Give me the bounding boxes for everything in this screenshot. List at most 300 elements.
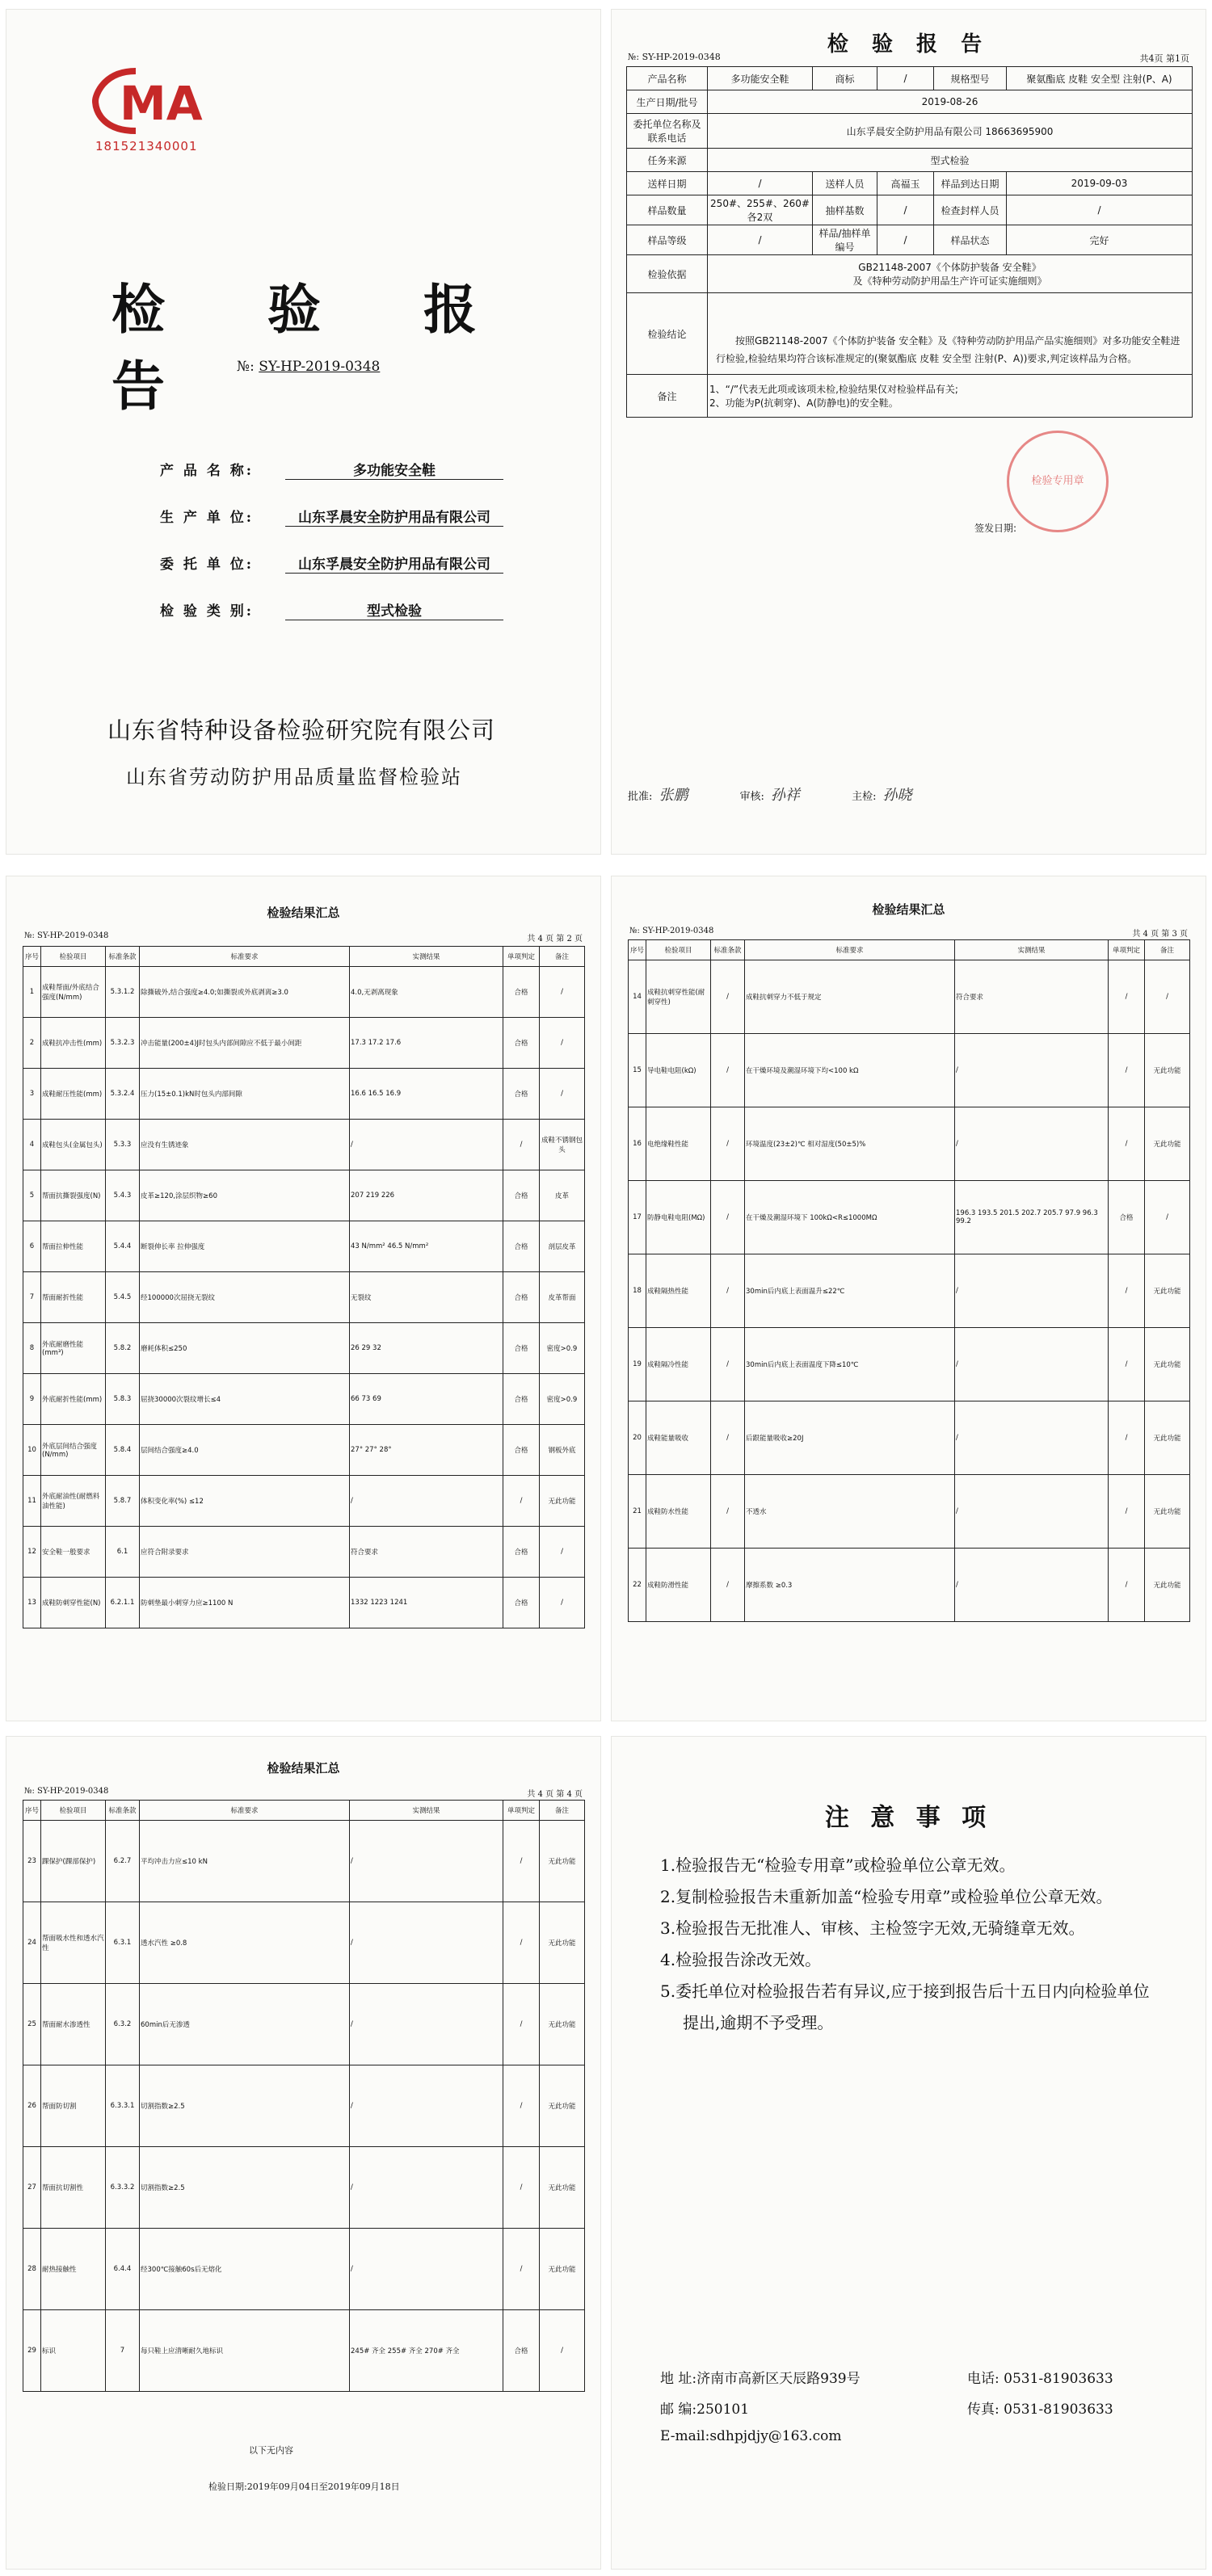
cell: 商标 <box>813 67 877 90</box>
cell-j: / <box>1109 1401 1145 1475</box>
cell-req: 切割指数≥2.5 <box>140 2065 350 2147</box>
cell-item: 帮面抗撕裂强度(N) <box>41 1170 106 1221</box>
table-row <box>627 90 1193 114</box>
email: E-mail:sdhpjdjy@163.com <box>660 2428 842 2444</box>
cell: 检验结论 <box>627 293 708 375</box>
field-label: 产 品 名 称: <box>160 463 255 479</box>
cell: 样品状态 <box>934 225 1007 255</box>
cell-clause: / <box>711 1475 745 1549</box>
table-row <box>23 1374 585 1425</box>
approve-signature: 张鹏 <box>659 787 688 804</box>
cell-clause: / <box>711 1401 745 1475</box>
cell-res: / <box>350 1821 503 1902</box>
field-value: 型式检验 <box>285 599 503 620</box>
table-row <box>627 67 1193 90</box>
cell: 备注 <box>627 375 708 418</box>
cell-j: / <box>503 1821 540 1902</box>
cell-req: 除撕破外,结合强度≥4.0;如撕裂或外底剥离≥3.0 <box>140 967 350 1018</box>
cover-no-value: SY-HP-2019-0348 <box>259 359 381 375</box>
cell: 产品名称 <box>627 67 708 90</box>
cell-r: 无此功能 <box>540 1476 585 1527</box>
summary-title: 检验结果汇总 <box>872 902 945 917</box>
cell-clause: / <box>711 1034 745 1107</box>
column-header: 序号 <box>23 947 41 967</box>
column-header: 备注 <box>540 947 585 967</box>
cell: 送样日期 <box>627 172 708 195</box>
cell-r: / <box>540 967 585 1018</box>
summary-table-3 <box>628 939 1190 1622</box>
cma-letters: MA <box>120 76 203 131</box>
org-name-1: 山东省特种设备检验研究院有限公司 <box>107 716 496 744</box>
table-row <box>629 960 1190 1034</box>
cell-res: / <box>955 1475 1109 1549</box>
org-name-2: 山东省劳动防护用品质量监督检验站 <box>126 766 462 788</box>
page2-pagination: 共 4 页 第 2 页 <box>527 935 583 943</box>
cell: 样品到达日期 <box>934 172 1007 195</box>
table-row <box>627 255 1193 293</box>
cell-r: 无此功能 <box>1145 1254 1190 1328</box>
table-row <box>23 1018 585 1069</box>
cell-j: 合格 <box>503 1578 540 1628</box>
cell-res: / <box>350 1476 503 1527</box>
cover-title: 检 验 报 告 <box>112 278 519 418</box>
cell-req: 后跟能量吸收≥20J <box>745 1401 955 1475</box>
cell-item: 成鞋隔热性能 <box>646 1254 711 1328</box>
cell: / <box>877 195 934 225</box>
cell-req: 在干燥及潮湿环境下 100kΩ<R≤1000MΩ <box>745 1181 955 1254</box>
cell-n: 18 <box>629 1254 646 1328</box>
cell <box>708 375 1193 418</box>
cell-req: 平均冲击力应≤10 kN <box>140 1821 350 1902</box>
approve-label: 批准: <box>628 791 653 803</box>
cell-n: 28 <box>23 2229 41 2310</box>
cover-report-number <box>237 359 380 375</box>
page3-number: №: SY-HP-2019-0348 <box>629 927 714 935</box>
cell-n: 15 <box>629 1034 646 1107</box>
cell-res: / <box>350 2065 503 2147</box>
cell-j: 合格 <box>503 967 540 1018</box>
table-row <box>23 1578 585 1628</box>
cell-n: 17 <box>629 1181 646 1254</box>
inspection-stamp <box>1007 431 1109 532</box>
cell-req: 不透水 <box>745 1475 955 1549</box>
cell-j: / <box>1109 1034 1145 1107</box>
cell-j: 合格 <box>503 1221 540 1272</box>
main-label: 主检: <box>852 791 877 803</box>
cell-j: / <box>503 1476 540 1527</box>
cell-req: 应没有生锈迹象 <box>140 1120 350 1170</box>
signature-row <box>628 784 960 805</box>
cell-clause: 5.4.3 <box>106 1170 140 1221</box>
cell-clause: 6.4.4 <box>106 2229 140 2310</box>
cell-item: 成鞋防水性能 <box>646 1475 711 1549</box>
cell-j: 合格 <box>503 1323 540 1374</box>
list-item: 2.复制检验报告未重新加盖“检验专用章”或检验单位公章无效。 <box>660 1887 1113 1906</box>
field-value: 山东孚晨安全防护用品有限公司 <box>285 553 503 574</box>
column-header: 标准要求 <box>745 940 955 960</box>
cell: 委托单位名称及联系电话 <box>627 114 708 149</box>
report-page-4 <box>6 1737 600 2569</box>
cell-j: / <box>1109 1328 1145 1401</box>
cell-n: 8 <box>23 1323 41 1374</box>
cell-res: / <box>350 1984 503 2065</box>
cell-clause: 6.3.3.1 <box>106 2065 140 2147</box>
cover-field-type <box>160 599 503 620</box>
list-item: 5.委托单位对检验报告若有异议,应于接到报告后十五日内向检验单位提出,逾期不予受理。 <box>660 1981 1150 2032</box>
cell-res: / <box>350 2147 503 2229</box>
cell: 生产日期/批号 <box>627 90 708 114</box>
cell-item: 成鞋抗刺穿性能(耐刺穿性) <box>646 960 711 1034</box>
cell-item: 成鞋帮面/外底结合强度(N/mm) <box>41 967 106 1018</box>
table-row <box>23 1272 585 1323</box>
cell-res: 245# 齐全 255# 齐全 270# 齐全 <box>350 2310 503 2392</box>
cell-j: / <box>503 1902 540 1984</box>
page3-pagination: 共 4 页 第 3 页 <box>1132 930 1188 939</box>
cell-r: 皮革帮面 <box>540 1272 585 1323</box>
cell-res: 207 219 226 <box>350 1170 503 1221</box>
end-of-content: 以下无内容 <box>249 2445 293 2456</box>
cell-n: 24 <box>23 1902 41 1984</box>
cma-logo <box>87 63 249 139</box>
field-value: 多功能安全鞋 <box>285 459 503 480</box>
cell-r: 无此功能 <box>1145 1549 1190 1622</box>
cell-res: 无裂纹 <box>350 1272 503 1323</box>
cell: 送样人员 <box>813 172 877 195</box>
page1-number: №: SY-HP-2019-0348 <box>628 52 721 62</box>
cell-item: 成鞋抗冲击性(mm) <box>41 1018 106 1069</box>
cell-item: 帮面抗切割性 <box>41 2147 106 2229</box>
table-row <box>23 1120 585 1170</box>
cell-item: 外底耐磨性能(mm³) <box>41 1323 106 1374</box>
column-header: 检验项目 <box>646 940 711 960</box>
cell-clause: 6.3.2 <box>106 1984 140 2065</box>
cover-field-client <box>160 553 503 574</box>
conclusion-text: 按照GB21148-2007《个体防护装备 安全鞋》及《特种劳动防护用品产品实施细则》对多功能安全鞋进行检验,检验结果均符合该标准规定的(聚氨酯底 皮鞋 安全型 注射(P、A))要求,判定该样品为合格。 <box>716 335 1180 364</box>
cell-r: 无此功能 <box>540 2229 585 2310</box>
field-label: 生 产 单 位: <box>160 510 255 526</box>
review-label: 审核: <box>739 791 764 803</box>
column-header: 备注 <box>540 1801 585 1821</box>
stamp-text: 检验专用章 <box>1031 475 1084 487</box>
cell-item: 成鞋防刺穿性能(N) <box>41 1578 106 1628</box>
cell-req: 防刺垫最小刺穿力应≥1100 N <box>140 1578 350 1628</box>
cell: 抽样基数 <box>813 195 877 225</box>
report-page-3 <box>612 876 1206 1721</box>
cell-req: 在干燥环境及潮湿环境下均<100 kΩ <box>745 1034 955 1107</box>
cell-res: 16.6 16.5 16.9 <box>350 1069 503 1120</box>
cell-n: 4 <box>23 1120 41 1170</box>
cell: 规格型号 <box>934 67 1007 90</box>
cell-clause: / <box>711 1181 745 1254</box>
remark-line-2: 2、功能为P(抗刺穿)、A(防静电)的安全鞋。 <box>709 397 898 409</box>
cell-req: 冲击能量(200±4)J时包头内部间隙应不低于最小间距 <box>140 1018 350 1069</box>
cell-res: / <box>955 1401 1109 1475</box>
cell-r: 密度>0.9 <box>540 1323 585 1374</box>
field-label: 委 托 单 位: <box>160 557 255 573</box>
table-row <box>627 375 1193 418</box>
cell: 任务来源 <box>627 149 708 172</box>
cell-item: 外底层间结合强度(N/mm) <box>41 1425 106 1476</box>
table-row <box>23 1170 585 1221</box>
summary-title: 检验结果汇总 <box>267 906 340 920</box>
column-header: 标准要求 <box>140 947 350 967</box>
cell-req: 成鞋抗刺穿力不低于规定 <box>745 960 955 1034</box>
cell-res: 1332 1223 1241 <box>350 1578 503 1628</box>
cell-r: 剖层皮革 <box>540 1221 585 1272</box>
telephone: 电话: 0531-81903633 <box>967 2371 1113 2387</box>
column-header: 单项判定 <box>503 1801 540 1821</box>
cell-j: 合格 <box>503 1272 540 1323</box>
cell-j: / <box>1109 1549 1145 1622</box>
cell-res: 符合要求 <box>955 960 1109 1034</box>
cell-n: 27 <box>23 2147 41 2229</box>
cell-n: 23 <box>23 1821 41 1902</box>
cell-r: 无此功能 <box>540 1821 585 1902</box>
review-signature: 孙祥 <box>770 787 800 804</box>
cell-r: 无此功能 <box>540 2065 585 2147</box>
column-header: 标准条款 <box>106 1801 140 1821</box>
cell-j: / <box>503 1120 540 1170</box>
cell-item: 帮面防切割 <box>41 2065 106 2147</box>
cell-item: 帮面吸水性和透水汽性 <box>41 1902 106 1984</box>
cell-res: 196.3 193.5 201.5 202.7 205.7 97.9 96.3 99.2 <box>955 1181 1109 1254</box>
cell-req: 经300℃接触60s后无熔化 <box>140 2229 350 2310</box>
table-row <box>629 1181 1190 1254</box>
cell: 多功能安全鞋 <box>708 67 813 90</box>
cell-n: 20 <box>629 1401 646 1475</box>
cell-res: / <box>955 1034 1109 1107</box>
cell-req: 30min后内底上表面温度下降≤10℃ <box>745 1328 955 1401</box>
cell-j: / <box>1109 1107 1145 1181</box>
cell-j: 合格 <box>503 1170 540 1221</box>
cell-res: 43 N/mm² 46.5 N/mm² <box>350 1221 503 1272</box>
cell-r: 无此功能 <box>540 2147 585 2229</box>
cell-r: 密度>0.9 <box>540 1374 585 1425</box>
cell: 完好 <box>1007 225 1193 255</box>
column-header: 标准要求 <box>140 1801 350 1821</box>
cell-n: 25 <box>23 1984 41 2065</box>
cell-r: 无此功能 <box>1145 1034 1190 1107</box>
cell-r: / <box>1145 960 1190 1034</box>
notice-page <box>612 1737 1206 2569</box>
cell-clause: 6.3.3.2 <box>106 2147 140 2229</box>
cell-j: 合格 <box>1109 1181 1145 1254</box>
table-row <box>23 2065 585 2147</box>
cell <box>708 255 1193 293</box>
table-row <box>23 1221 585 1272</box>
table-row <box>629 1475 1190 1549</box>
table-row <box>629 1549 1190 1622</box>
cell-res: 4.0,无剥离现象 <box>350 967 503 1018</box>
column-header: 序号 <box>629 940 646 960</box>
cell: 型式检验 <box>708 149 1193 172</box>
cell-r: 无此功能 <box>1145 1328 1190 1401</box>
cell-j: 合格 <box>503 2310 540 2392</box>
cell: 山东孚晨安全防护用品有限公司 18663695900 <box>708 114 1193 149</box>
basis-line-2: 及《特种劳动防护用品生产许可证实施细则》 <box>852 275 1047 287</box>
cell-item: 电绝缘鞋性能 <box>646 1107 711 1181</box>
cell: / <box>877 67 934 90</box>
cell-j: 合格 <box>503 1069 540 1120</box>
cell: 2019-08-26 <box>708 90 1193 114</box>
page1-pagination: 共4页 第1页 <box>1139 53 1189 64</box>
column-header: 备注 <box>1145 940 1190 960</box>
page4-number: №: SY-HP-2019-0348 <box>24 1787 109 1796</box>
table-row <box>23 1425 585 1476</box>
column-header: 实测结果 <box>350 1801 503 1821</box>
cell-n: 14 <box>629 960 646 1034</box>
cell-clause: 5.8.4 <box>106 1425 140 1476</box>
cell-r: 无此功能 <box>540 1902 585 1984</box>
summary-title: 检验结果汇总 <box>267 1761 340 1775</box>
cell-clause: 5.3.2.3 <box>106 1018 140 1069</box>
table-row <box>627 293 1193 375</box>
cell-n: 12 <box>23 1527 41 1578</box>
list-item: 3.检验报告无批准人、审核、主检签字无效,无骑缝章无效。 <box>660 1918 1085 1938</box>
cell-n: 13 <box>23 1578 41 1628</box>
table-row <box>627 149 1193 172</box>
cell-req: 层间结合强度≥4.0 <box>140 1425 350 1476</box>
cell-j: / <box>503 2229 540 2310</box>
table-row <box>23 1902 585 1984</box>
table-row <box>23 1476 585 1527</box>
table-row <box>23 1069 585 1120</box>
basis-line-1: GB21148-2007《个体防护装备 安全鞋》 <box>858 262 1042 273</box>
cell-clause: 6.2.7 <box>106 1821 140 1902</box>
cell-r: / <box>540 1578 585 1628</box>
cell: 样品/抽样单编号 <box>813 225 877 255</box>
cell-clause: 5.8.7 <box>106 1476 140 1527</box>
cell-res: / <box>955 1107 1109 1181</box>
notice-list <box>660 1850 1161 2039</box>
report-info-table <box>626 66 1193 534</box>
column-header: 实测结果 <box>350 947 503 967</box>
cell: 2019-09-03 <box>1007 172 1193 195</box>
cell-j: 合格 <box>503 1527 540 1578</box>
table-row <box>23 2147 585 2229</box>
field-label: 检 验 类 别: <box>160 603 255 620</box>
cell-item: 防静电鞋电阻(MΩ) <box>646 1181 711 1254</box>
column-header: 标准条款 <box>106 947 140 967</box>
cell-n: 9 <box>23 1374 41 1425</box>
cell-r: 钢板外底 <box>540 1425 585 1476</box>
notice-title: 注 意 事 项 <box>824 1804 993 1832</box>
cell-req: 切割指数≥2.5 <box>140 2147 350 2229</box>
cell-res: / <box>955 1254 1109 1328</box>
page2-number: №: SY-HP-2019-0348 <box>24 931 109 940</box>
report-page-1 <box>612 10 1206 854</box>
cell-j: / <box>1109 1475 1145 1549</box>
cell-res: / <box>350 2229 503 2310</box>
cell-n: 1 <box>23 967 41 1018</box>
cell-clause: 7 <box>106 2310 140 2392</box>
list-item: 1.检验报告无“检验专用章”或检验单位公章无效。 <box>660 1855 1016 1875</box>
cell-clause: 5.3.2.4 <box>106 1069 140 1120</box>
table-row <box>629 1034 1190 1107</box>
cell-res: / <box>955 1549 1109 1622</box>
cell: / <box>708 172 813 195</box>
cell-item: 成鞋防滑性能 <box>646 1549 711 1622</box>
postcode: 邮 编:250101 <box>660 2402 750 2418</box>
cell-r: / <box>540 2310 585 2392</box>
cell-n: 26 <box>23 2065 41 2147</box>
cell-clause: 5.4.5 <box>106 1272 140 1323</box>
cell-clause: 6.1 <box>106 1527 140 1578</box>
main-signature: 孙晓 <box>882 787 912 804</box>
cell-r: 无此功能 <box>1145 1475 1190 1549</box>
cell-clause: 6.2.1.1 <box>106 1578 140 1628</box>
inspection-dates: 检验日期:2019年09月04日至2019年09月18日 <box>208 2481 400 2492</box>
cell-item: 外底耐折性能(mm) <box>41 1374 106 1425</box>
cell-res: / <box>350 1120 503 1170</box>
cell-item: 成鞋耐压性能(mm) <box>41 1069 106 1120</box>
cell-item: 外底耐油性(耐燃料油性能) <box>41 1476 106 1527</box>
cell-clause: / <box>711 1328 745 1401</box>
table-row <box>627 225 1193 255</box>
cell-item: 帮面拉伸性能 <box>41 1221 106 1272</box>
cell-r: 成鞋不锈钢包头 <box>540 1120 585 1170</box>
table-header-row <box>23 947 585 967</box>
table-row <box>627 195 1193 225</box>
cell-res: 17.3 17.2 17.6 <box>350 1018 503 1069</box>
cell-n: 16 <box>629 1107 646 1181</box>
cell-r: / <box>540 1018 585 1069</box>
cell-item: 成鞋能量吸收 <box>646 1401 711 1475</box>
table-row <box>23 1527 585 1578</box>
cell-req: 皮革≥120,涂层织物≥60 <box>140 1170 350 1221</box>
table-row <box>627 114 1193 149</box>
cell-res: 26 29 32 <box>350 1323 503 1374</box>
cell-clause: 5.3.3 <box>106 1120 140 1170</box>
cell-clause: 6.3.1 <box>106 1902 140 1984</box>
cell-res: 符合要求 <box>350 1527 503 1578</box>
cell-req: 体积变化率(%) ≤12 <box>140 1476 350 1527</box>
cell-r: 无此功能 <box>1145 1401 1190 1475</box>
field-value: 山东孚晨安全防护用品有限公司 <box>285 506 503 527</box>
cell-r: 皮革 <box>540 1170 585 1221</box>
cell-n: 6 <box>23 1221 41 1272</box>
cell-r: / <box>540 1527 585 1578</box>
cell-res: 66 73 69 <box>350 1374 503 1425</box>
cell-req: 摩擦系数 ≥0.3 <box>745 1549 955 1622</box>
cell-item: 安全鞋一般要求 <box>41 1527 106 1578</box>
cell-item: 成鞋隔冷性能 <box>646 1328 711 1401</box>
cover-page <box>6 10 600 854</box>
cell-j: 合格 <box>503 1425 540 1476</box>
table-row <box>23 2229 585 2310</box>
cell-j: / <box>1109 960 1145 1034</box>
cell-j: / <box>503 1984 540 2065</box>
cell-j: 合格 <box>503 1018 540 1069</box>
column-header: 单项判定 <box>503 947 540 967</box>
column-header: 检验项目 <box>41 947 106 967</box>
column-header: 实测结果 <box>955 940 1109 960</box>
cell-item: 成鞋包头(金属包头) <box>41 1120 106 1170</box>
table-row <box>629 1107 1190 1181</box>
cma-number: 181521340001 <box>95 139 198 153</box>
cell-clause: 5.4.4 <box>106 1221 140 1272</box>
cell: 样品等级 <box>627 225 708 255</box>
cell-n: 11 <box>23 1476 41 1527</box>
cell-res: / <box>350 1902 503 1984</box>
cell: 检验依据 <box>627 255 708 293</box>
cell-n: 22 <box>629 1549 646 1622</box>
cell-clause: / <box>711 1254 745 1328</box>
table-row <box>23 967 585 1018</box>
column-header: 标准条款 <box>711 940 745 960</box>
cell-res: / <box>955 1328 1109 1401</box>
cell-n: 2 <box>23 1018 41 1069</box>
